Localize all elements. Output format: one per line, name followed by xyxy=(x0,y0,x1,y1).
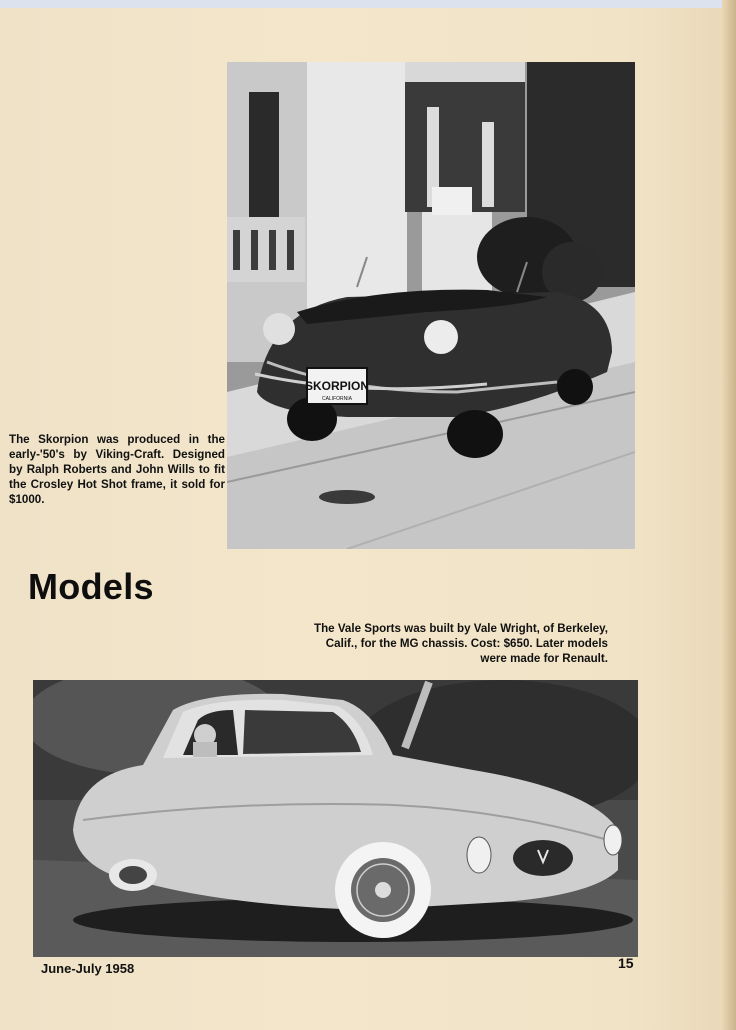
skorpion-caption: The Skorpion was produced in the early-'50's by Viking-Craft. Designed by Ralph Roberts and John Wills to fit the Crosley Hot Shot frame, it sold for $1000. xyxy=(9,433,225,506)
issue-date: June-July 1958 xyxy=(41,961,135,976)
license-plate-text: SKORPION xyxy=(304,379,370,393)
page-number: 15 xyxy=(618,955,634,971)
vale-sports-photo xyxy=(33,680,638,957)
skorpion-photo xyxy=(227,62,635,549)
section-heading: Models xyxy=(28,566,154,607)
vale-caption: The Vale Sports was built by Vale Wright, of Berkeley, Calif., for the MG chassis. Cost: $650. Later models were made for Renault. xyxy=(313,622,608,665)
license-plate-subtext: CALIFORNIA xyxy=(321,396,353,402)
